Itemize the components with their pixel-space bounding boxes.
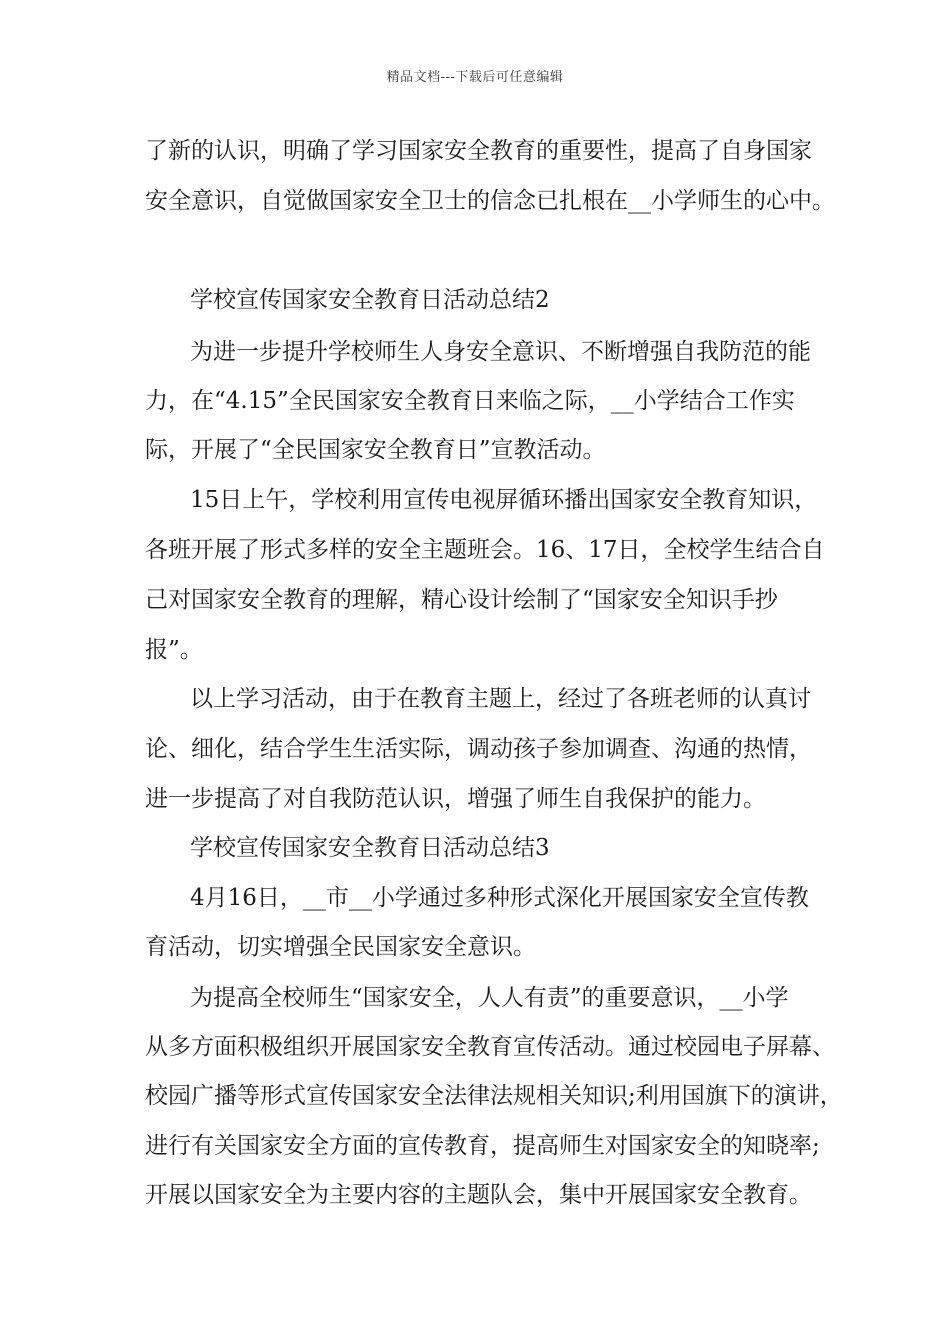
page-header: 精品文档---下载后可任意编辑 [386, 70, 564, 85]
body-line: 各班开展了形式多样的安全主题班会。16、17日，全校学生结合自 [145, 537, 825, 563]
body-line: 际，开展了“全民国家安全教育日”宣教活动。 [145, 437, 606, 463]
body-line: 了新的认识，明确了学习国家安全教育的重要性，提高了自身国家 [145, 138, 812, 164]
body-line: 15日上午，学校利用宣传电视屏循环播出国家安全教育知识， [190, 487, 818, 513]
body-line: 4月16日，__市__小学通过多种形式深化开展国家安全宣传教 [190, 885, 809, 911]
body-line: 育活动，切实增强全民国家安全意识。 [145, 934, 536, 960]
body-line: 为进一步提升学校师生人身安全意识、不断增强自我防范的能 [190, 339, 811, 365]
body-line: 进行有关国家安全方面的宣传教育，提高师生对国家安全的知晓率; [145, 1133, 820, 1159]
body-line: 以上学习活动，由于在教育主题上，经过了各班老师的认真讨 [190, 686, 811, 712]
body-line: 从多方面积极组织开展国家安全教育宣传活动。通过校园电子屏幕、 [145, 1034, 835, 1060]
body-line: 力，在“4.15”全民国家安全教育日来临之际，__小学结合工作实 [145, 388, 795, 414]
section-heading: 学校宣传国家安全教育日活动总结3 [190, 835, 550, 861]
body-line: 进一步提高了对自我防范认识，增强了师生自我保护的能力。 [145, 786, 766, 812]
body-line: 己对国家安全教育的理解，精心设计绘制了“国家安全知识手抄 [145, 587, 778, 613]
body-line: 校园广播等形式宣传国家安全法律法规相关知识;利用国旗下的演讲， [145, 1083, 843, 1109]
body-line: 安全意识，自觉做国家安全卫士的信念已扎根在__小学师生的心中。 [145, 188, 835, 214]
body-line: 论、细化，结合学生生活实际，调动孩子参加调查、沟通的热情， [145, 736, 812, 762]
section-heading: 学校宣传国家安全教育日活动总结2 [190, 287, 550, 313]
body-line: 为提高全校师生“国家安全，人人有责”的重要意识，__小学 [190, 985, 789, 1011]
body-line: 开展以国家安全为主要内容的主题队会，集中开展国家安全教育。 [145, 1182, 812, 1208]
body-line: 报”。 [145, 637, 203, 663]
